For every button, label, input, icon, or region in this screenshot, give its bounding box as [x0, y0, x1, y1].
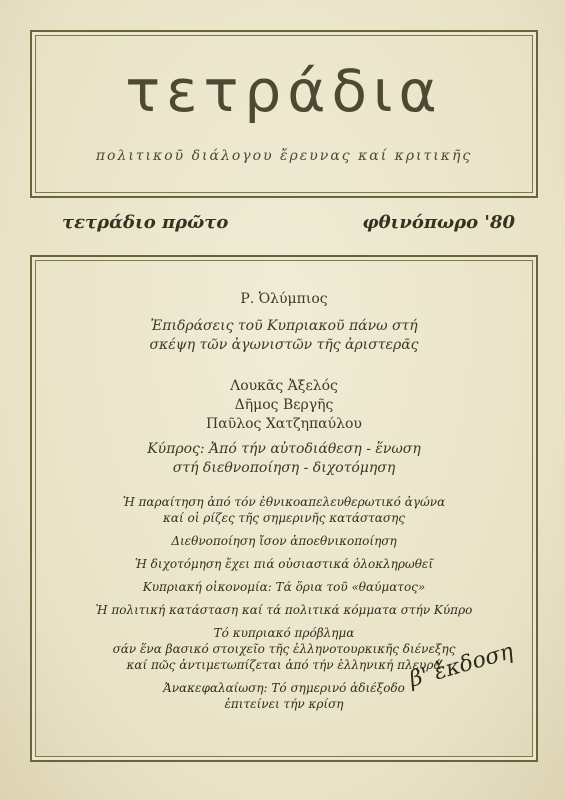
journal-title: τετράδια [125, 57, 443, 125]
contents-group-2 [40, 377, 528, 478]
topic-line: καί οἱ ρίζες τῆς σημερινῆς κατάστασης [163, 511, 405, 525]
topic-line: ἐπιτείνει τήν κρίση [224, 697, 344, 711]
article-title-line: στή διεθνοποίηση - διχοτόμηση [172, 460, 396, 476]
topic-line: Τό κυπριακό πρόβλημα [213, 626, 355, 640]
topic-line: σάν ἕνα βασικό στοιχεῖο τῆς ἑλληνοτουρκικῆς διένεξης [112, 642, 456, 656]
topic-item [40, 680, 528, 712]
article-title-line: σκέψη τῶν ἀγωνιστῶν τῆς ἀριστερᾶς [149, 337, 419, 353]
author-name: Παῦλος Χατζηπαύλου [206, 416, 362, 432]
topic-item [40, 579, 528, 595]
author-name: Λουκᾶς Ἀξελός [230, 378, 338, 394]
topic-item [40, 533, 528, 549]
contents-group-1 [40, 290, 528, 355]
topic-line: Ἡ πολιτική κατάσταση καί τά πολιτικά κόμματα στήν Κύπρο [95, 603, 473, 617]
topic-item [40, 602, 528, 618]
edition-stamp: β' ἔκδοση [406, 639, 517, 693]
issue-season: φθινόπωρο '80 [362, 212, 515, 233]
topic-line: Ἡ διχοτόμηση ἔχει πιά οὐσιαστικά ὁλοκληρωθεῖ [134, 557, 434, 571]
topic-line: Διεθνοποίηση ἴσον ἀποεθνικοποίηση [171, 534, 397, 548]
topic-item [40, 556, 528, 572]
topic-line: Ἡ παραίτηση ἀπό τόν ἐθνικοαπελευθερωτικό ἀγώνα [122, 495, 446, 509]
topic-line: Ἀνακεφαλαίωση: Τό σημερινό ἀδιέξοδο [163, 681, 405, 695]
topic-item [40, 494, 528, 526]
topic-line: Κυπριακή οἰκονομία: Τά ὅρια τοῦ «θαύματος» [142, 580, 426, 594]
article-title-line: Ἐπιδράσεις τοῦ Κυπριακοῦ πάνω στή [150, 318, 418, 334]
topic-line: καί πῶς ἀντιμετωπίζεται ἀπό τήν ἑλληνική πλευρά [126, 658, 442, 672]
journal-subtitle: πολιτικοῦ διάλογου ἔρευνας καί κριτικῆς [95, 148, 473, 164]
author-name: Δῆμος Βεργῆς [234, 397, 334, 413]
author-name: Ρ. Ὀλύμπιος [240, 291, 328, 307]
issue-number: τετράδιο πρῶτο [62, 212, 229, 233]
article-title-line: Κύπρος: Ἀπό τήν αὐτοδιάθεση - ἕνωση [147, 441, 421, 457]
